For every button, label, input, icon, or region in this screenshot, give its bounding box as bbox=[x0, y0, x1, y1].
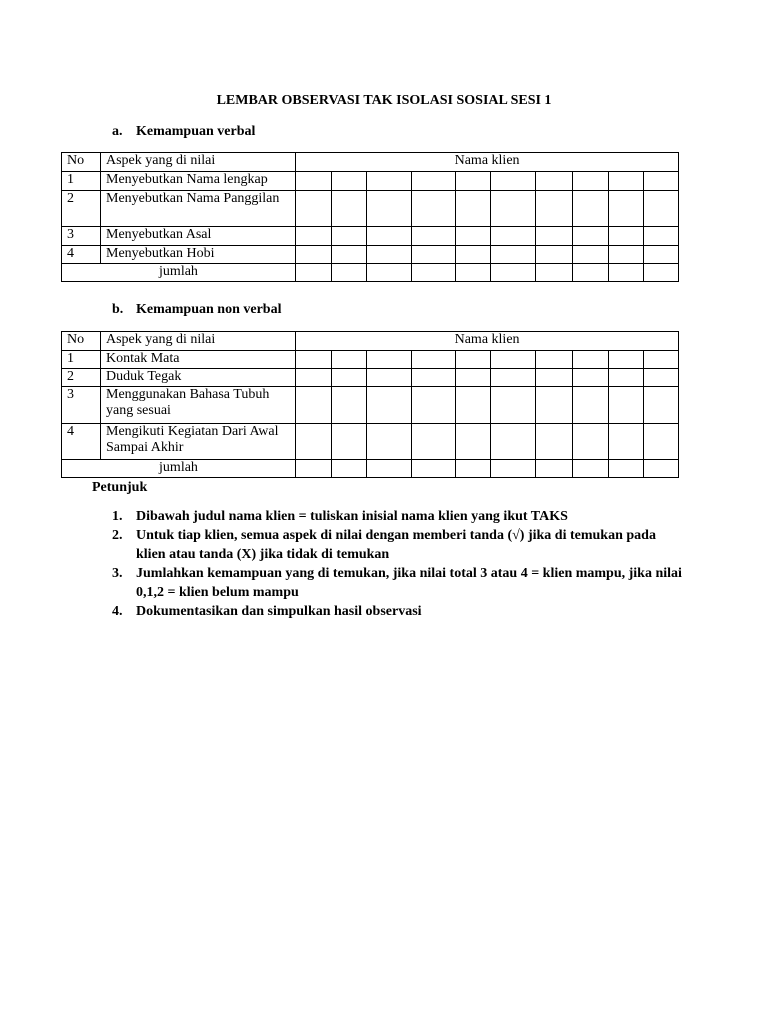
klien-score-cell bbox=[609, 264, 644, 282]
klien-score-cell bbox=[573, 227, 609, 246]
item-text: Jumlahkan kemampuan yang di temukan, jika nilai total 3 atau 4 = klien mampu, jika nilai 0,1,2 = klien belum mampu bbox=[136, 566, 682, 600]
header-nama-klien: Nama klien bbox=[296, 332, 679, 351]
klien-score-cell bbox=[573, 172, 609, 191]
item-text: Dibawah judul nama klien = tuliskan inisial nama klien yang ikut TAKS bbox=[136, 509, 568, 524]
klien-score-cell bbox=[609, 369, 644, 387]
klien-score-cell bbox=[644, 264, 679, 282]
total-label: jumlah bbox=[62, 264, 296, 282]
klien-score-cell bbox=[367, 460, 412, 478]
row-aspek: Duduk Tegak bbox=[101, 369, 296, 387]
klien-score-cell bbox=[367, 387, 412, 424]
klien-score-cell bbox=[332, 369, 367, 387]
table-header-row bbox=[62, 332, 679, 351]
list-item bbox=[112, 602, 682, 621]
klien-score-cell bbox=[412, 246, 456, 264]
row-no: 2 bbox=[62, 369, 101, 387]
klien-score-cell bbox=[491, 227, 536, 246]
klien-score-cell bbox=[296, 246, 332, 264]
klien-score-cell bbox=[367, 172, 412, 191]
klien-score-cell bbox=[573, 387, 609, 424]
klien-score-cell bbox=[536, 191, 573, 227]
klien-score-cell bbox=[456, 172, 491, 191]
klien-score-cell bbox=[536, 264, 573, 282]
klien-score-cell bbox=[332, 351, 367, 369]
klien-score-cell bbox=[412, 387, 456, 424]
klien-score-cell bbox=[412, 424, 456, 460]
klien-score-cell bbox=[536, 369, 573, 387]
row-no: 4 bbox=[62, 424, 101, 460]
klien-score-cell bbox=[332, 387, 367, 424]
table-row bbox=[62, 351, 679, 369]
klien-score-cell bbox=[412, 191, 456, 227]
petunjuk-list bbox=[112, 507, 682, 621]
table-row bbox=[62, 172, 679, 191]
klien-score-cell bbox=[456, 460, 491, 478]
klien-score-cell bbox=[332, 460, 367, 478]
row-aspek: Menyebutkan Hobi bbox=[101, 246, 296, 264]
klien-score-cell bbox=[412, 227, 456, 246]
table-row bbox=[62, 369, 679, 387]
klien-score-cell bbox=[609, 387, 644, 424]
table-header-row bbox=[62, 153, 679, 172]
klien-score-cell bbox=[573, 424, 609, 460]
section-heading-non-verbal bbox=[112, 302, 281, 318]
non-verbal-observation-table bbox=[61, 331, 679, 478]
list-item bbox=[112, 564, 682, 602]
klien-score-cell bbox=[456, 387, 491, 424]
page-title: LEMBAR OBSERVASI TAK ISOLASI SOSIAL SESI 1 bbox=[216, 93, 552, 108]
klien-score-cell bbox=[644, 424, 679, 460]
klien-score-cell bbox=[332, 246, 367, 264]
klien-score-cell bbox=[573, 246, 609, 264]
klien-score-cell bbox=[609, 172, 644, 191]
klien-score-cell bbox=[536, 227, 573, 246]
klien-score-cell bbox=[296, 172, 332, 191]
klien-score-cell bbox=[296, 264, 332, 282]
item-number: 1. bbox=[112, 509, 123, 524]
klien-score-cell bbox=[332, 264, 367, 282]
klien-score-cell bbox=[296, 387, 332, 424]
klien-score-cell bbox=[412, 172, 456, 191]
table-row bbox=[62, 191, 679, 227]
klien-score-cell bbox=[412, 369, 456, 387]
section-letter: a. bbox=[112, 124, 123, 139]
klien-score-cell bbox=[536, 172, 573, 191]
klien-score-cell bbox=[536, 460, 573, 478]
klien-score-cell bbox=[296, 424, 332, 460]
klien-score-cell bbox=[491, 369, 536, 387]
klien-score-cell bbox=[367, 351, 412, 369]
klien-score-cell bbox=[644, 460, 679, 478]
row-aspek: Menyebutkan Asal bbox=[101, 227, 296, 246]
klien-score-cell bbox=[491, 246, 536, 264]
klien-score-cell bbox=[367, 246, 412, 264]
row-no: 3 bbox=[62, 227, 101, 246]
table-row bbox=[62, 246, 679, 264]
klien-score-cell bbox=[367, 191, 412, 227]
header-nama-klien: Nama klien bbox=[296, 153, 679, 172]
item-text: Dokumentasikan dan simpulkan hasil observasi bbox=[136, 604, 422, 619]
klien-score-cell bbox=[644, 246, 679, 264]
item-number: 3. bbox=[112, 566, 123, 581]
row-no: 3 bbox=[62, 387, 101, 424]
klien-score-cell bbox=[573, 460, 609, 478]
klien-score-cell bbox=[609, 460, 644, 478]
klien-score-cell bbox=[609, 424, 644, 460]
klien-score-cell bbox=[491, 351, 536, 369]
klien-score-cell bbox=[644, 172, 679, 191]
klien-score-cell bbox=[609, 191, 644, 227]
klien-score-cell bbox=[456, 369, 491, 387]
klien-score-cell bbox=[296, 191, 332, 227]
klien-score-cell bbox=[536, 351, 573, 369]
klien-score-cell bbox=[644, 191, 679, 227]
klien-score-cell bbox=[412, 351, 456, 369]
klien-score-cell bbox=[573, 351, 609, 369]
item-number: 2. bbox=[112, 528, 123, 543]
table-row bbox=[62, 227, 679, 246]
klien-score-cell bbox=[332, 191, 367, 227]
klien-score-cell bbox=[491, 424, 536, 460]
klien-score-cell bbox=[536, 246, 573, 264]
klien-score-cell bbox=[296, 460, 332, 478]
list-item bbox=[112, 526, 682, 564]
section-heading-text: Kemampuan non verbal bbox=[136, 302, 282, 317]
row-no: 1 bbox=[62, 172, 101, 191]
klien-score-cell bbox=[491, 264, 536, 282]
klien-score-cell bbox=[491, 387, 536, 424]
klien-score-cell bbox=[644, 227, 679, 246]
row-aspek: Menyebutkan Nama lengkap bbox=[101, 172, 296, 191]
table-total-row bbox=[62, 460, 679, 478]
klien-score-cell bbox=[367, 424, 412, 460]
row-no: 4 bbox=[62, 246, 101, 264]
klien-score-cell bbox=[573, 191, 609, 227]
klien-score-cell bbox=[456, 264, 491, 282]
klien-score-cell bbox=[573, 369, 609, 387]
table-row bbox=[62, 424, 679, 460]
row-no: 2 bbox=[62, 191, 101, 227]
table-row bbox=[62, 387, 679, 424]
klien-score-cell bbox=[367, 369, 412, 387]
klien-score-cell bbox=[296, 351, 332, 369]
list-item bbox=[112, 507, 682, 526]
row-aspek: Kontak Mata bbox=[101, 351, 296, 369]
row-aspek: Menyebutkan Nama Panggilan bbox=[101, 191, 296, 227]
klien-score-cell bbox=[491, 191, 536, 227]
klien-score-cell bbox=[491, 172, 536, 191]
klien-score-cell bbox=[456, 351, 491, 369]
item-text: Untuk tiap klien, semua aspek di nilai dengan memberi tanda (√) jika di temukan pada klien atau tanda (X) jika tidak di temukan bbox=[136, 528, 656, 562]
klien-score-cell bbox=[644, 387, 679, 424]
klien-score-cell bbox=[536, 424, 573, 460]
total-label: jumlah bbox=[62, 460, 296, 478]
item-number: 4. bbox=[112, 604, 123, 619]
row-aspek: Menggunakan Bahasa Tubuh yang sesuai bbox=[101, 387, 296, 424]
klien-score-cell bbox=[536, 387, 573, 424]
klien-score-cell bbox=[412, 264, 456, 282]
row-aspek: Mengikuti Kegiatan Dari Awal Sampai Akhir bbox=[101, 424, 296, 460]
klien-score-cell bbox=[412, 460, 456, 478]
klien-score-cell bbox=[456, 191, 491, 227]
klien-score-cell bbox=[296, 369, 332, 387]
klien-score-cell bbox=[609, 351, 644, 369]
header-aspek: Aspek yang di nilai bbox=[101, 153, 296, 172]
klien-score-cell bbox=[644, 351, 679, 369]
section-letter: b. bbox=[112, 302, 124, 317]
klien-score-cell bbox=[609, 227, 644, 246]
klien-score-cell bbox=[609, 246, 644, 264]
klien-score-cell bbox=[332, 172, 367, 191]
petunjuk-title: Petunjuk bbox=[92, 480, 148, 495]
header-no: No bbox=[62, 153, 101, 172]
klien-score-cell bbox=[456, 227, 491, 246]
klien-score-cell bbox=[367, 264, 412, 282]
section-heading-text: Kemampuan verbal bbox=[136, 124, 256, 139]
header-no: No bbox=[62, 332, 101, 351]
klien-score-cell bbox=[456, 424, 491, 460]
header-aspek: Aspek yang di nilai bbox=[101, 332, 296, 351]
verbal-observation-table bbox=[61, 152, 679, 282]
klien-score-cell bbox=[367, 227, 412, 246]
klien-score-cell bbox=[491, 460, 536, 478]
klien-score-cell bbox=[332, 227, 367, 246]
section-heading-verbal bbox=[112, 124, 255, 140]
row-no: 1 bbox=[62, 351, 101, 369]
klien-score-cell bbox=[644, 369, 679, 387]
klien-score-cell bbox=[296, 227, 332, 246]
table-total-row bbox=[62, 264, 679, 282]
klien-score-cell bbox=[573, 264, 609, 282]
klien-score-cell bbox=[332, 424, 367, 460]
klien-score-cell bbox=[456, 246, 491, 264]
